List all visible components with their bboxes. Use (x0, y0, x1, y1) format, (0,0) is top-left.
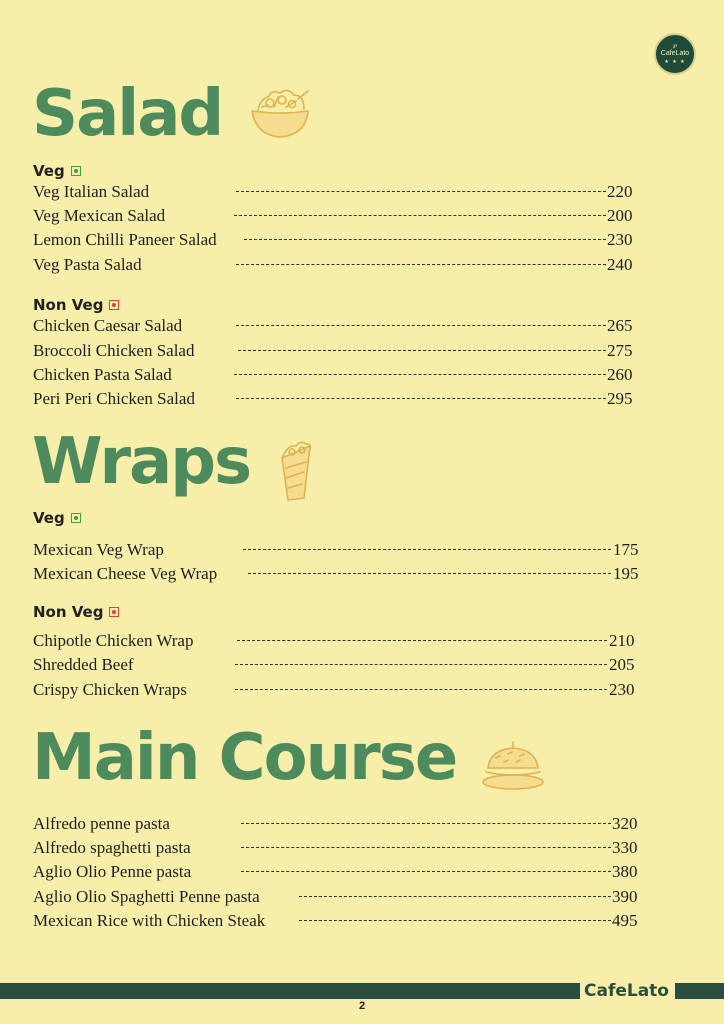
veg-indicator-icon (71, 513, 81, 523)
item-price: 275 (607, 341, 633, 360)
item-price: 220 (607, 182, 633, 201)
item-price: 260 (607, 365, 633, 384)
item-name: Alfredo penne pasta (33, 814, 170, 833)
nonveg-indicator-icon (109, 300, 119, 310)
item-price: 210 (609, 631, 635, 650)
salad-veg-label: Veg (33, 162, 65, 180)
veg-indicator-icon (71, 166, 81, 176)
salad-title: Salad (32, 77, 223, 151)
dot-leader (235, 689, 607, 690)
item-name: Aglio Olio Spaghetti Penne pasta (33, 887, 260, 906)
dot-leader (241, 823, 611, 824)
dot-leader (237, 640, 607, 641)
salad-nonveg-label: Non Veg (33, 296, 104, 314)
footer-brand: CafeLato (580, 979, 675, 1003)
item-price: 205 (609, 655, 635, 674)
page-number: 2 (358, 1000, 366, 1012)
item-price: 200 (607, 206, 633, 225)
dot-leader (241, 847, 611, 848)
logo-monogram: ℘ (672, 43, 678, 49)
item-price: 265 (607, 316, 633, 335)
salad-bowl-icon (248, 85, 312, 141)
item-name: Mexican Cheese Veg Wrap (33, 564, 218, 583)
wraps-nonveg-heading (33, 603, 119, 621)
item-name: Veg Mexican Salad (33, 206, 166, 225)
wrap-icon (274, 438, 318, 502)
dot-leader (241, 871, 611, 872)
item-name: Shredded Beef (33, 655, 134, 674)
wraps-title: Wraps (32, 425, 251, 499)
dot-leader (299, 920, 611, 921)
item-name: Crispy Chicken Wraps (33, 680, 187, 699)
item-name: Lemon Chilli Paneer Salad (33, 230, 217, 249)
dot-leader (234, 215, 606, 216)
burger-icon (480, 740, 546, 792)
dot-leader (248, 573, 611, 574)
nonveg-indicator-icon (109, 607, 119, 617)
item-price: 295 (607, 389, 633, 408)
item-name: Veg Italian Salad (33, 182, 150, 201)
dot-leader (244, 239, 606, 240)
item-name: Mexican Rice with Chicken Steak (33, 911, 266, 930)
cafelato-logo (654, 33, 696, 75)
item-price: 195 (613, 564, 639, 583)
item-name: Chicken Pasta Salad (33, 365, 172, 384)
item-price: 330 (612, 838, 638, 857)
salad-nonveg-heading (33, 296, 119, 314)
dot-leader (243, 549, 611, 550)
item-price: 230 (609, 680, 635, 699)
wraps-veg-heading (33, 509, 81, 527)
item-name: Veg Pasta Salad (33, 255, 142, 274)
item-price: 320 (612, 814, 638, 833)
item-name: Chicken Caesar Salad (33, 316, 183, 335)
dot-leader (234, 374, 606, 375)
item-name: Alfredo spaghetti pasta (33, 838, 191, 857)
item-name: Mexican Veg Wrap (33, 540, 164, 559)
item-price: 240 (607, 255, 633, 274)
item-price: 380 (612, 862, 638, 881)
item-price: 390 (612, 887, 638, 906)
dot-leader (299, 896, 611, 897)
item-name: Peri Peri Chicken Salad (33, 389, 195, 408)
dot-leader (236, 325, 606, 326)
item-price: 175 (613, 540, 639, 559)
dot-leader (236, 398, 606, 399)
dot-leader (236, 191, 606, 192)
item-name: Aglio Olio Penne pasta (33, 862, 192, 881)
dot-leader (236, 264, 606, 265)
logo-stars: ★ ★ ★ (664, 59, 686, 65)
dot-leader (238, 350, 606, 351)
dot-leader (235, 664, 607, 665)
item-price: 495 (612, 911, 638, 930)
item-name: Chipotle Chicken Wrap (33, 631, 194, 650)
item-price: 230 (607, 230, 633, 249)
salad-veg-heading (33, 162, 81, 180)
logo-name: CafeLato (660, 50, 690, 57)
main-course-title: Main Course (32, 721, 457, 795)
wraps-veg-label: Veg (33, 509, 65, 527)
wraps-nonveg-label: Non Veg (33, 603, 104, 621)
item-name: Broccoli Chicken Salad (33, 341, 195, 360)
